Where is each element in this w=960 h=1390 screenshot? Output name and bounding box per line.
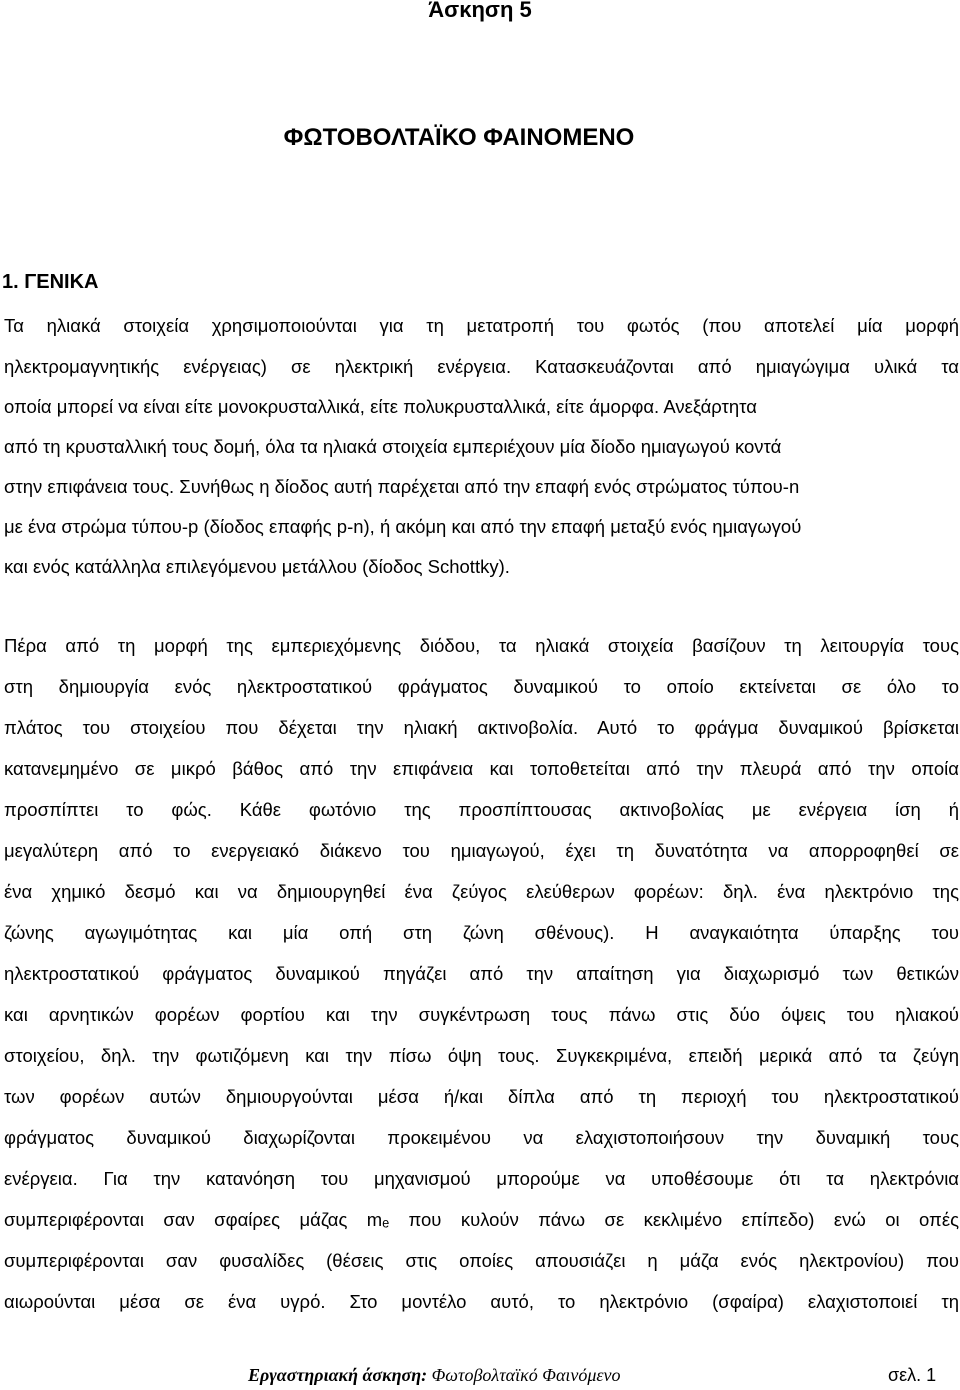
- text-line: Πέρα από τη μορφή της εμπεριεχόμενης διόδου, τα ηλιακά στοιχεία βασίζουν τη λειτουργία τους: [4, 635, 959, 656]
- text-line: και ενός κατάλληλα επιλεγόμενου μετάλλου (δίοδος Schottky).: [4, 556, 510, 577]
- text-line: οποία μπορεί να είναι είτε μονοκρυσταλλικά, είτε πολυκρυσταλλικά, είτε άμορφα. Ανεξάρτητα: [4, 396, 757, 417]
- text-line: μεγαλύτερη από το ενεργειακό διάκενο του ημιαγωγού, έχει τη δυνατότητα να απορροφηθεί σε: [4, 840, 959, 861]
- text-line: στοιχείου, δηλ. την φωτιζόμενη και την πίσω όψη τους. Συγκεκριμένα, επειδή μερικά από τα ζεύγη: [4, 1045, 959, 1066]
- text-line: στην επιφάνεια τους. Συνήθως η δίοδος αυτή παρέχεται από την επαφή ενός στρώματος τύπου-n: [4, 476, 800, 497]
- page-title: Άσκηση 5: [428, 0, 532, 22]
- text-line: ζώνης αγωγιμότητας και μία οπή στη ζώνη σθένους). Η αναγκαιότητα ύπαρξης του: [4, 922, 959, 943]
- text-line: προσπίπτει το φώς. Κάθε φωτόνιο της προσπίπτουσας ακτινοβολίας με ενέργεια ίση ή: [4, 799, 959, 820]
- text-line: από τη κρυσταλλική τους δομή, όλα τα ηλιακά στοιχεία εμπεριέχουν μία δίοδο ημιαγωγού κοντά: [4, 436, 782, 457]
- text-line: με ένα στρώμα τύπου-p (δίοδος επαφής p-n), ή ακόμη και από την επαφή μεταξύ ενός ημιαγωγού: [4, 516, 802, 537]
- text-line: πλάτος του στοιχείου που δέχεται την ηλιακή ακτινοβολία. Αυτό το φράγμα δυναμικού βρίσκεται: [4, 717, 959, 738]
- text-line: αιωρούνται μέσα σε ένα υγρό. Στο μοντέλο αυτό, το ηλεκτρόνιο (σφαίρα) ελαχιστοποιεί τη: [4, 1291, 959, 1312]
- text-line: ηλεκτρομαγνητικής ενέργειας) σε ηλεκτρική ενέργεια. Κατασκευάζονται από ημιαγώγιμα υλικά τα: [4, 356, 959, 377]
- footer-label-text: Εργαστηριακή άσκηση:: [248, 1365, 428, 1385]
- text-line: κατανεμημένο σε μικρό βάθος από την επιφάνεια και τοποθετείται από την πλευρά από την οποία: [4, 758, 959, 779]
- text-line: ένα χημικό δεσμό και να δημιουργηθεί ένα ζεύγος ελεύθερων φορέων: δηλ. ένα ηλεκτρόνιο της: [4, 881, 959, 902]
- text-line: στη δημιουργία ενός ηλεκτροστατικού φράγματος δυναμικού το οποίο εκτείνεται σε όλο το: [4, 676, 959, 697]
- text-line: συμπεριφέρονται σαν σφαίρες μάζας mₑ που κυλούν πάνω σε κεκλιμένο επίπεδο) ενώ οι οπές: [4, 1209, 959, 1230]
- chapter-title: ΦΩΤΟΒΟΛΤΑΪΚΟ ΦΑΙΝΟΜΕΝΟ: [283, 124, 635, 151]
- section-heading: 1. ΓΕΝΙΚΑ: [2, 271, 99, 293]
- text-line: των φορέων αυτών δημιουργούνται μέσα ή/και δίπλα από τη περιοχή του ηλεκτροστατικού: [4, 1086, 959, 1107]
- text-line: και αρνητικών φορέων φορτίου και την συγκέντρωση τους πάνω στις δύο όψεις του ηλιακού: [4, 1004, 959, 1025]
- text-line: ενέργεια. Για την κατανόηση του μηχανισμού μπορούμε να υποθέσουμε ότι τα ηλεκτρόνια: [4, 1168, 959, 1189]
- footer-label: [248, 1360, 621, 1390]
- text-line: ηλεκτροστατικού φράγματος δυναμικού πηγάζει από την απαίτηση για διαχωρισμό των θετικών: [4, 963, 959, 984]
- text-line: συμπεριφέρονται σαν φυσαλίδες (θέσεις στις οποίες απουσιάζει η μάζα ενός ηλεκτρονίου) που: [4, 1250, 959, 1271]
- footer-subject: Φωτοβολταϊκό Φαινόμενο: [431, 1365, 621, 1385]
- text-line: Τα ηλιακά στοιχεία χρησιμοποιούνται για τη μετατροπή του φωτός (που αποτελεί μία μορφή: [4, 315, 959, 336]
- page-footer: [0, 1358, 960, 1389]
- page-number: σελ. 1: [888, 1365, 937, 1385]
- text-line: φράγματος δυναμικού διαχωρίζονται προκειμένου να ελαχιστοποιήσουν την δυναμική τους: [4, 1127, 959, 1148]
